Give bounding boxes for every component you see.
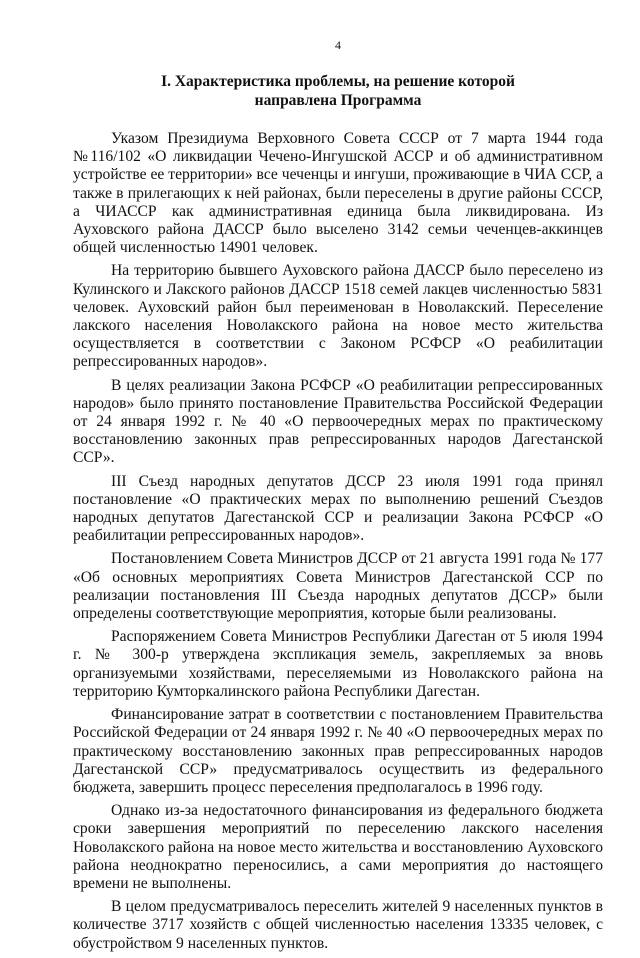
document-page (73, 38, 603, 958)
section-heading (73, 72, 603, 110)
paragraph-5: Постановлением Совета Министров ДССР от 21 августа 1991 года № 177 «Об основных мероприятиях Совета Министров Дагестанской ССР по реализации постановления III Съезда народных депутатов ДССР» были определены соответствующие мероприятия, которые были реализованы. (73, 550, 603, 623)
section-heading-line-1: I. Характеристика проблемы, на решение которой (161, 73, 515, 90)
page-number: 4 (335, 38, 341, 52)
paragraph-7: Финансирование затрат в соответствии с постановлением Правительства Российской Федерации от 24 января 1992 г. № 40 «О первоочередных мерах по практическому восстановлению законных прав репрессированных народов Дагестанской ССР» предусматривалось осуществить из федерального бюджета, завершить процесс переселения предполагалось в 1996 году. (73, 706, 603, 796)
section-heading-line-2: направлена Программа (254, 92, 422, 109)
paragraph-8: Однако из-за недостаточного финансирования из федерального бюджета сроки завершения мероприятий по переселению лакского населения Новолакского района на новое место жительства и восстановлению Ауховского района неоднократно переносились, а сами мероприятия до настоящего времени не выполнены. (73, 802, 603, 892)
paragraph-4: III Съезд народных депутатов ДССР 23 июля 1991 года принял постановление «О практических мерах по выполнению решений Съездов народных депутатов Дагестанской ССР и реализации Закона РСФСР «О реабилитации репрессированных народов». (73, 472, 603, 545)
paragraph-1: Указом Президиума Верховного Совета СССР от 7 марта 1944 года №116/102 «О ликвидации Чечено-Ингушской АССР и об административном устройстве ее территории» все чеченцы и ингуши, проживающие в ЧИА ССР, а также в прилегающих к ней районах, были переселены в другие районы СССР, а ЧИАССР как административная единица была ликвидирована. Из Ауховского района ДАССР было выселено 3142 семьи чеченцев-аккинцев общей численностью 14901 человек. (73, 130, 603, 257)
paragraph-2: На территорию бывшего Ауховского района ДАССР было переселено из Кулинского и Лакского районов ДАССР 1518 семей лакцев численностью 5831 человек. Ауховский район был переименован в Новолакский. Переселение лакского населения Новолакского района на новое место жительства осуществляется в соответствии с Законом РСФСР «О реабилитации репрессированных народов». (73, 262, 603, 371)
paragraph-9: В целом предусматривалось переселить жителей 9 населенных пунктов в количестве 3717 хозяйств с общей численностью населения 13335 человек, с обустройством 9 населенных пунктов. (73, 898, 603, 952)
paragraph-3: В целях реализации Закона РСФСР «О реабилитации репрессированных народов» было принято постановление Правительства Российской Федерации от 24 января 1992 г. № 40 «О первоочередных мерах по практическому восстановлению законных прав репрессированных народов Дагестанской ССР». (73, 376, 603, 467)
paragraph-6: Распоряжением Совета Министров Республики Дагестан от 5 июля 1994 г. № 300-р утверждена экспликация земель, закрепляемых за вновь организуемыми хозяйствами, переселяемыми из Новолакского района на территорию Кумторкалинского района Республики Дагестан. (73, 628, 603, 700)
